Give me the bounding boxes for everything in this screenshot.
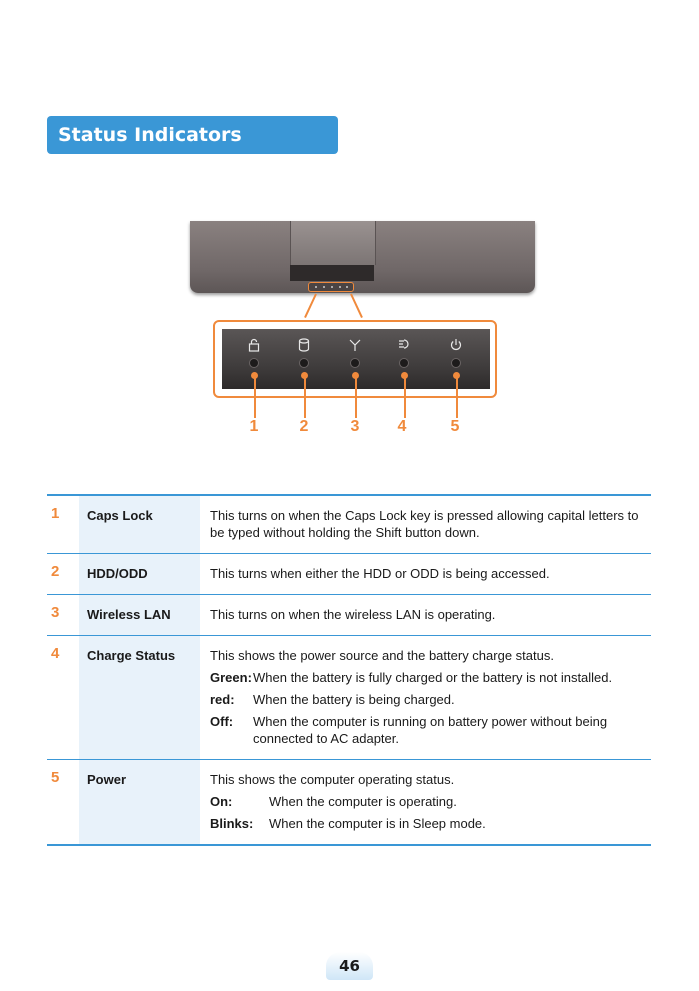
charge-icon xyxy=(395,338,413,355)
row-desc-text: This shows the computer operating status. xyxy=(210,772,455,787)
sub-value: When the computer is operating. xyxy=(269,794,457,809)
row-number: 1 xyxy=(47,495,79,554)
row-desc-text: This turns when either the HDD or ODD is being accessed. xyxy=(210,566,550,581)
laptop-illustration xyxy=(190,221,535,293)
caps-lock-indicator xyxy=(245,338,263,368)
callout-number-2: 2 xyxy=(299,418,309,435)
sub-value: When the battery is fully charged or the battery is not installed. xyxy=(253,670,613,685)
sub-value: When the computer is in Sleep mode. xyxy=(269,816,486,831)
wireless-led xyxy=(350,358,360,368)
caps-lock-led xyxy=(249,358,259,368)
table-row xyxy=(47,595,651,636)
row-name: Charge Status xyxy=(79,636,200,760)
hdd-indicator xyxy=(295,338,313,368)
sub-key: Off: xyxy=(210,714,234,729)
hdd-led xyxy=(299,358,309,368)
charge-indicator xyxy=(395,338,413,368)
callout-line-right xyxy=(350,294,363,318)
callout-number-4: 4 xyxy=(397,418,407,435)
wireless-icon xyxy=(346,338,364,355)
touchpad xyxy=(290,221,376,265)
led-strip xyxy=(308,282,354,292)
status-off xyxy=(210,713,643,747)
indicator-table xyxy=(47,494,651,846)
row-desc-text: This turns on when the wireless LAN is operating. xyxy=(210,607,496,622)
sub-value: When the battery is being charged. xyxy=(253,692,455,707)
status-red xyxy=(210,691,643,708)
table-row xyxy=(47,636,651,760)
row-number: 4 xyxy=(47,636,79,760)
section-title: Status Indicators xyxy=(47,116,338,154)
row-name: Wireless LAN xyxy=(79,595,200,636)
sub-value: When the computer is running on battery power without being connected to AC adapter. xyxy=(253,714,608,746)
page-number: 46 xyxy=(326,952,373,980)
sub-key: red: xyxy=(210,692,235,707)
hdd-icon xyxy=(295,338,313,355)
row-desc-text: This turns on when the Caps Lock key is pressed allowing capital letters to be typed without holding the Shift button down. xyxy=(210,508,639,540)
power-led xyxy=(451,358,461,368)
row-description xyxy=(200,595,651,636)
leader-line-4 xyxy=(404,378,406,418)
row-name: HDD/ODD xyxy=(79,554,200,595)
row-number: 3 xyxy=(47,595,79,636)
sub-key: Green: xyxy=(210,670,252,685)
status-blinks xyxy=(210,815,643,832)
wireless-indicator xyxy=(346,338,364,368)
row-name: Power xyxy=(79,760,200,846)
row-description xyxy=(200,760,651,846)
power-indicator xyxy=(447,338,465,368)
sub-key: Blinks: xyxy=(210,816,254,831)
callout-number-3: 3 xyxy=(350,418,360,435)
leader-line-5 xyxy=(456,378,458,418)
touchpad-buttons xyxy=(290,265,374,281)
power-icon xyxy=(447,338,465,355)
row-name: Caps Lock xyxy=(79,495,200,554)
status-indicator-figure xyxy=(185,218,540,443)
charge-led xyxy=(399,358,409,368)
status-on xyxy=(210,793,643,810)
callout-number-1: 1 xyxy=(249,418,259,435)
sub-key: On: xyxy=(210,794,233,809)
table-row xyxy=(47,760,651,846)
leader-line-1 xyxy=(254,378,256,418)
status-green xyxy=(210,669,643,686)
row-description xyxy=(200,495,651,554)
callout-line-left xyxy=(304,294,317,318)
table-row xyxy=(47,554,651,595)
caps-lock-icon xyxy=(245,338,263,355)
row-number: 5 xyxy=(51,769,60,786)
row-number: 2 xyxy=(47,554,79,595)
table-row xyxy=(47,495,651,554)
callout-number-5: 5 xyxy=(450,418,460,435)
row-description xyxy=(200,554,651,595)
leader-line-3 xyxy=(355,378,357,418)
leader-line-2 xyxy=(304,378,306,418)
row-desc-text: This shows the power source and the battery charge status. xyxy=(210,648,554,663)
row-description xyxy=(200,636,651,760)
